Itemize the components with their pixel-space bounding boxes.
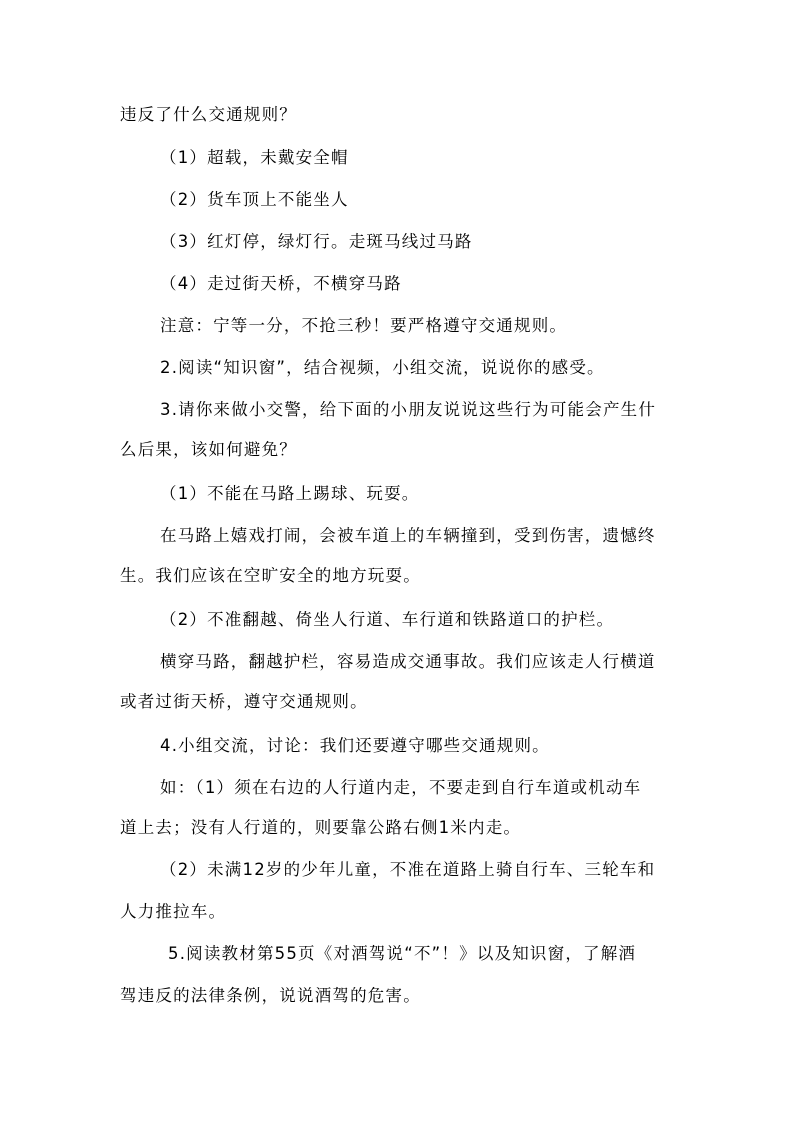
text-line-answer-2: （2）货车顶上不能坐人: [160, 190, 349, 209]
text-line-example-2: （2）未满12岁的少年儿童，不准在道路上骑自行车、三轮车和: [160, 860, 656, 879]
text-line-example-1: 如：（1）须在右边的人行道内走，不要走到自行车道或机动车: [160, 778, 642, 797]
text-line-item-4: 4.小组交流，讨论：我们还要遵守哪些交通规则。: [160, 736, 550, 755]
text-line-item-5-continuation: 驾违反的法律条例，说说酒驾的危害。: [120, 986, 421, 1005]
text-line-behavior-1-explanation: 在马路上嬉戏打闹，会被车道上的车辆撞到，受到伤害，遗憾终: [160, 526, 656, 545]
text-line-question-continuation: 违反了什么交通规则？: [120, 105, 297, 124]
text-line-behavior-1: （1）不能在马路上踢球、玩耍。: [160, 484, 420, 503]
text-line-example-1-continuation: 道上去；没有人行道的，则要靠公路右侧1米内走。: [120, 818, 522, 837]
text-line-item-2: 2.阅读“知识窗”，结合视频，小组交流，说说你的感受。: [160, 358, 605, 377]
text-line-answer-1: （1）超载，未戴安全帽: [160, 148, 349, 167]
text-line-behavior-1-explanation-continuation: 生。我们应该在空旷安全的地方玩耍。: [120, 566, 421, 585]
text-line-behavior-2-explanation: 横穿马路，翻越护栏，容易造成交通事故。我们应该走人行横道: [160, 652, 656, 671]
text-line-answer-3: （3）红灯停，绿灯行。走斑马线过马路: [160, 232, 473, 251]
text-line-item-3: 3.请你来做小交警，给下面的小朋友说说这些行为可能会产生什: [160, 400, 657, 419]
text-line-answer-4: （4）走过街天桥，不横穿马路: [160, 274, 402, 293]
text-line-behavior-2-explanation-continuation: 或者过街天桥，遵守交通规则。: [120, 692, 368, 711]
text-line-note: 注意：宁等一分，不抢三秒！要严格遵守交通规则。: [160, 316, 568, 335]
text-line-item-3-continuation: 么后果，该如何避免？: [120, 440, 297, 459]
text-line-example-2-continuation: 人力推拉车。: [120, 902, 227, 921]
text-line-behavior-2: （2）不准翻越、倚坐人行道、车行道和铁路道口的护栏。: [160, 610, 615, 629]
text-line-item-5: 5.阅读教材第55页《对酒驾说“不”！》以及知识窗，了解酒: [168, 944, 637, 963]
